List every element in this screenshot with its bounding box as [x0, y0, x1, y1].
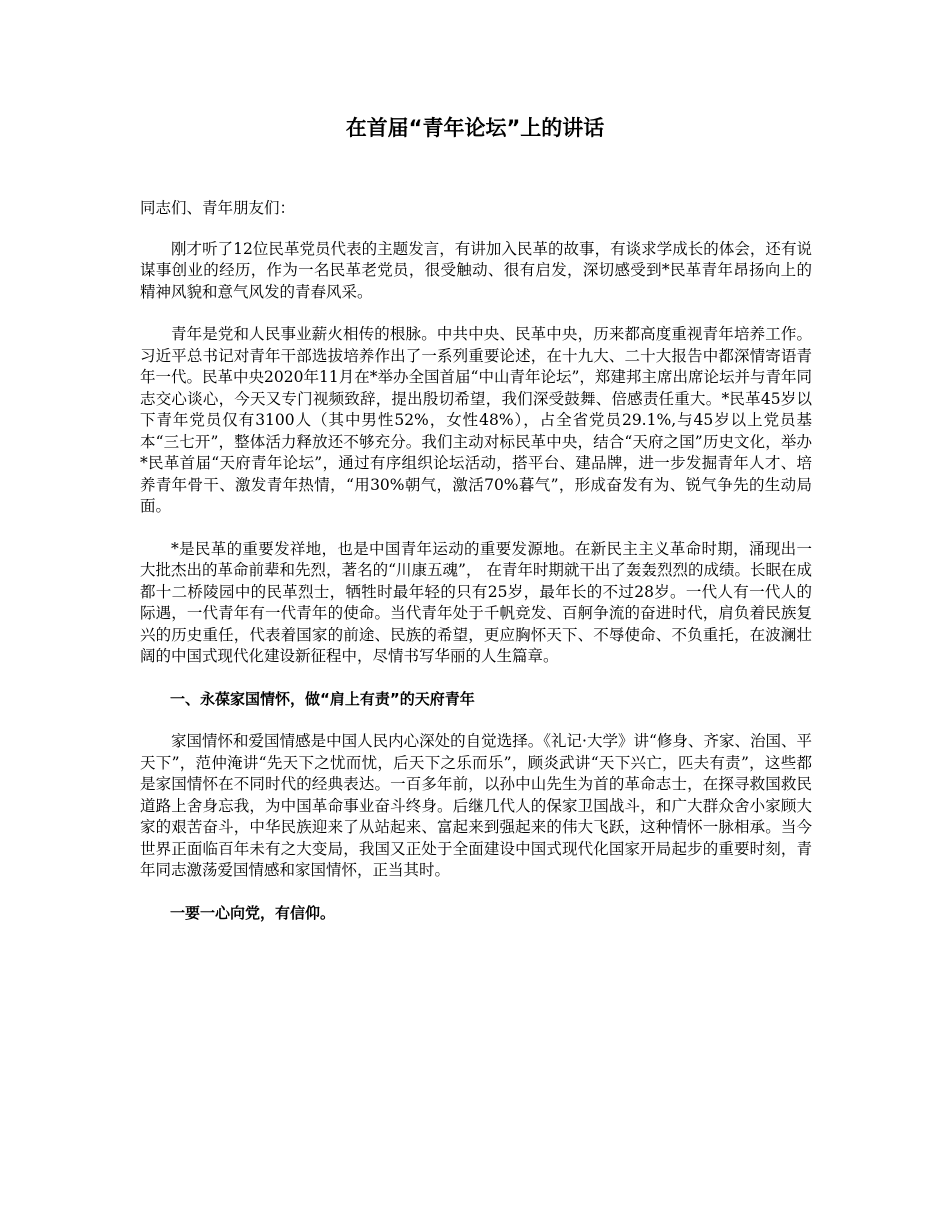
greeting: 同志们、青年朋友们： [140, 199, 296, 217]
document-body [140, 198, 812, 945]
subheading-faith: 一要一心向党，有信仰。 [170, 903, 336, 922]
paragraph-youth-importance: 青年是党和人民事业薪火相传的根脉。中共中央、民革中央，历来都高度重视青年培养工作。习近平总书记对青年干部选拔培养作出了一系列重要论述，在十九大、二十大报告中都深情寄语青年一代。民革中央2020年11月在*举办全国首届“中山青年论坛”，郑建邦主席出席论坛并与青年同志交心谈心，今天又专门视频致辞，提出殷切希望，我们深受鼓舞、倍感责任重大。*民革45岁以下青年党员仅有3100人（其中男性52%，女性48%），占全省党员29.1%,与45岁以上党员基本“三七开”，整体活力释放还不够充分。我们主动对标民革中央，结合“天府之国”历史文化，举办*民革首届“天府青年论坛”，通过有序组织论坛活动，搭平台、建品牌，进一步发掘青年人才、培养青年骨干、激发青年热情，“用30%朝气，激活70%暮气”，形成奋发有为、锐气争先的生动局面。 [140, 325, 812, 515]
paragraph-history: *是民革的重要发祥地，也是中国青年运动的重要发源地。在新民主主义革命时期，涌现出一大批杰出的革命前辈和先烈，著名的“川康五魂”， 在青年时期就干出了轰轰烈烈的成绩。长眠在成都十二桥陵园中的民革烈士，牺牲时最年轻的只有25岁，最年长的不过28岁。一代人有一代人的际遇，一代青年有一代青年的使命。当代青年处于千帆竞发、百舸争流的奋进时代，肩负着民族复兴的历史重任，代表着国家的前途、民族的希望，更应胸怀天下、不辱使命、不负重托，在波澜壮阔的中国式现代化建设新征程中，尽情书写华丽的人生篇章。 [140, 539, 812, 665]
document-title: 在首届“青年论坛”上的讲话 [345, 116, 605, 140]
section-heading-1: 一、永葆家国情怀，做“肩上有责”的天府青年 [170, 689, 475, 708]
paragraph-intro: 刚才听了12位民革党员代表的主题发言，有讲加入民革的故事，有谈求学成长的体会，还有说谋事创业的经历，作为一名民革老党员，很受触动、很有启发，深切感受到*民革青年昂扬向上的精神风貌和意气风发的青春风采。 [140, 239, 812, 301]
paragraph-family-nation: 家国情怀和爱国情感是中国人民内心深处的自觉选择。《礼记·大学》讲“修身、齐家、治国、平天下”，范仲淹讲“先天下之忧而忧，后天下之乐而乐”，顾炎武讲“天下兴亡，匹夫有责”，这些都是家国情怀在不同时代的经典表达。一百多年前，以孙中山先生为首的革命志士，在探寻救国救民道路上舍身忘我，为中国革命事业奋斗终身。后继几代人的保家卫国战斗，和广大群众舍小家顾大家的艰苦奋斗，中华民族迎来了从站起来、富起来到强起来的伟大飞跃，这种情怀一脉相承。当今世界正面临百年未有之大变局，我国又正处于全面建设中国式现代化国家开局起步的重要时刻，青年同志激荡爱国情感和家国情怀，正当其时。 [140, 732, 812, 879]
